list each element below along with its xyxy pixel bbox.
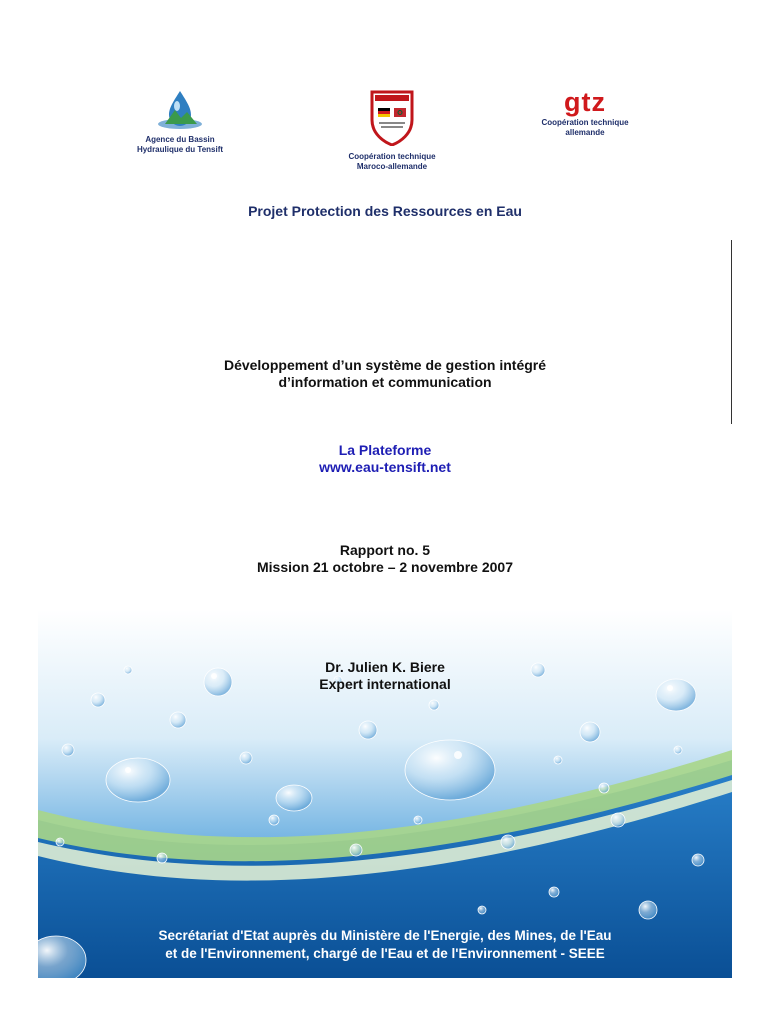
abht-caption-2: Hydraulique du Tensift — [136, 145, 224, 154]
water-banner-image — [38, 610, 732, 978]
gtz-caption-2: allemande — [565, 128, 605, 137]
abht-caption-1: Agence du Bassin — [145, 135, 215, 144]
author-role: Expert international — [319, 676, 451, 692]
platform-name: La Plateforme — [338, 442, 432, 458]
shield-crest-icon — [370, 90, 414, 146]
abht-logo — [120, 88, 240, 155]
gtz-wordmark: gtz — [564, 87, 606, 117]
main-title-line-1: Développement d’un système de gestion intégré — [223, 357, 547, 373]
vertical-rule — [731, 240, 732, 424]
ministry-footer-line-2: et de l'Environnement, chargé de l'Eau et de l'Environnement - SEEE — [165, 946, 605, 961]
main-title-line-2: d’information et communication — [278, 374, 492, 390]
ministry-footer-line-1: Secrétariat d'Etat auprès du Ministère de l'Energie, des Mines, de l'Eau — [158, 928, 612, 943]
report-number: Rapport no. 5 — [339, 542, 431, 558]
cooperation-caption-2: Maroco-allemande — [356, 162, 428, 171]
platform-url[interactable]: www.eau-tensift.net — [319, 459, 451, 475]
cooperation-caption-1: Coopération technique — [348, 152, 436, 161]
cooperation-logo — [322, 90, 462, 172]
gtz-caption-1: Coopération technique — [541, 118, 629, 127]
project-title: Projet Protection des Ressources en Eau — [248, 203, 522, 219]
main-title — [0, 357, 770, 391]
mission-dates: Mission 21 octobre – 2 novembre 2007 — [257, 559, 513, 575]
gtz-logo — [530, 88, 640, 138]
water-drop-mountain-icon — [155, 88, 205, 130]
author-name: Dr. Julien K. Biere — [325, 659, 445, 675]
